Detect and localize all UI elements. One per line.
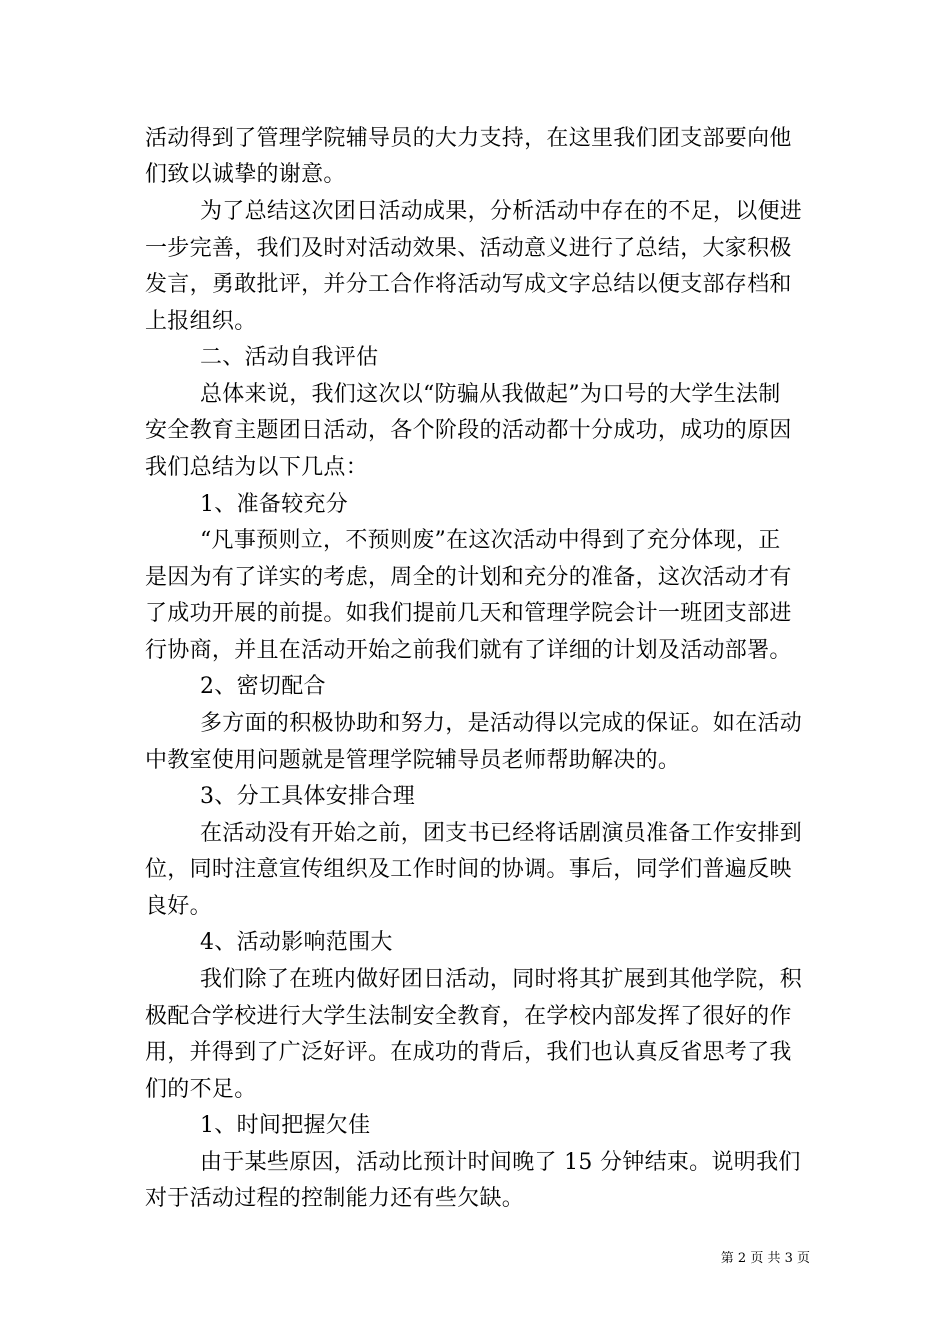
text-line: 上报组织。 (145, 309, 257, 334)
subsection-heading: 1、准备较充分 (200, 492, 349, 517)
text-line: 们致以诚挚的谢意。 (145, 162, 346, 187)
text-line: 是因为有了详实的考虑，周全的计划和充分的准备，这次活动才有 (145, 565, 792, 590)
text-line: 总体来说，我们这次以“防骗从我做起”为口号的大学生法制 (200, 382, 781, 407)
text-line: 对于活动过程的控制能力还有些欠缺。 (145, 1186, 525, 1211)
subsection-heading: 4、活动影响范围大 (200, 930, 393, 955)
text-line: 安全教育主题团日活动，各个阶段的活动都十分成功，成功的原因 (145, 418, 792, 443)
text-line: 行协商，并且在活动开始之前我们就有了详细的计划及活动部署。 (145, 638, 792, 663)
text-line: 由于某些原因，活动比预计时间晚了 15 分钟结束。说明我们 (200, 1150, 801, 1175)
text-line: 极配合学校进行大学生法制安全教育，在学校内部发挥了很好的作 (145, 1004, 792, 1029)
text-line: 活动得到了管理学院辅导员的大力支持，在这里我们团支部要向他 (145, 126, 792, 151)
subsection-heading: 1、时间把握欠佳 (200, 1113, 371, 1138)
text-line: 用，并得到了广泛好评。在成功的背后，我们也认真反省思考了我 (145, 1040, 792, 1065)
text-line: 发言，勇敢批评，并分工合作将活动写成文字总结以便支部存档和 (145, 272, 792, 297)
subsection-heading: 3、分工具体安排合理 (200, 784, 415, 809)
text-line: 一步完善，我们及时对活动效果、活动意义进行了总结，大家积极 (145, 236, 792, 261)
text-line: 为了总结这次团日活动成果，分析活动中存在的不足，以便进 (200, 199, 803, 224)
text-line: 我们总结为以下几点： (145, 455, 369, 480)
subsection-heading: 2、密切配合 (200, 674, 326, 699)
section-heading: 二、活动自我评估 (200, 345, 379, 370)
text-line: 们的不足。 (145, 1077, 257, 1102)
text-line: 良好。 (145, 894, 212, 919)
text-line: 了成功开展的前提。如我们提前几天和管理学院会计一班团支部进 (145, 601, 792, 626)
text-line: 多方面的积极协助和努力，是活动得以完成的保证。如在活动 (200, 711, 803, 736)
text-line: 位，同时注意宣传组织及工作时间的协调。事后，同学们普遍反映 (145, 857, 792, 882)
text-line: “凡事预则立，不预则废”在这次活动中得到了充分体现，正 (200, 528, 781, 553)
text-line: 中教室使用问题就是管理学院辅导员老师帮助解决的。 (145, 748, 681, 773)
text-line: 我们除了在班内做好团日活动，同时将其扩展到其他学院，积 (200, 967, 803, 992)
text-line: 在活动没有开始之前，团支书已经将话剧演员准备工作安排到 (200, 821, 803, 846)
page-number-footer: 第 2 页 共 3 页 (720, 1251, 810, 1266)
